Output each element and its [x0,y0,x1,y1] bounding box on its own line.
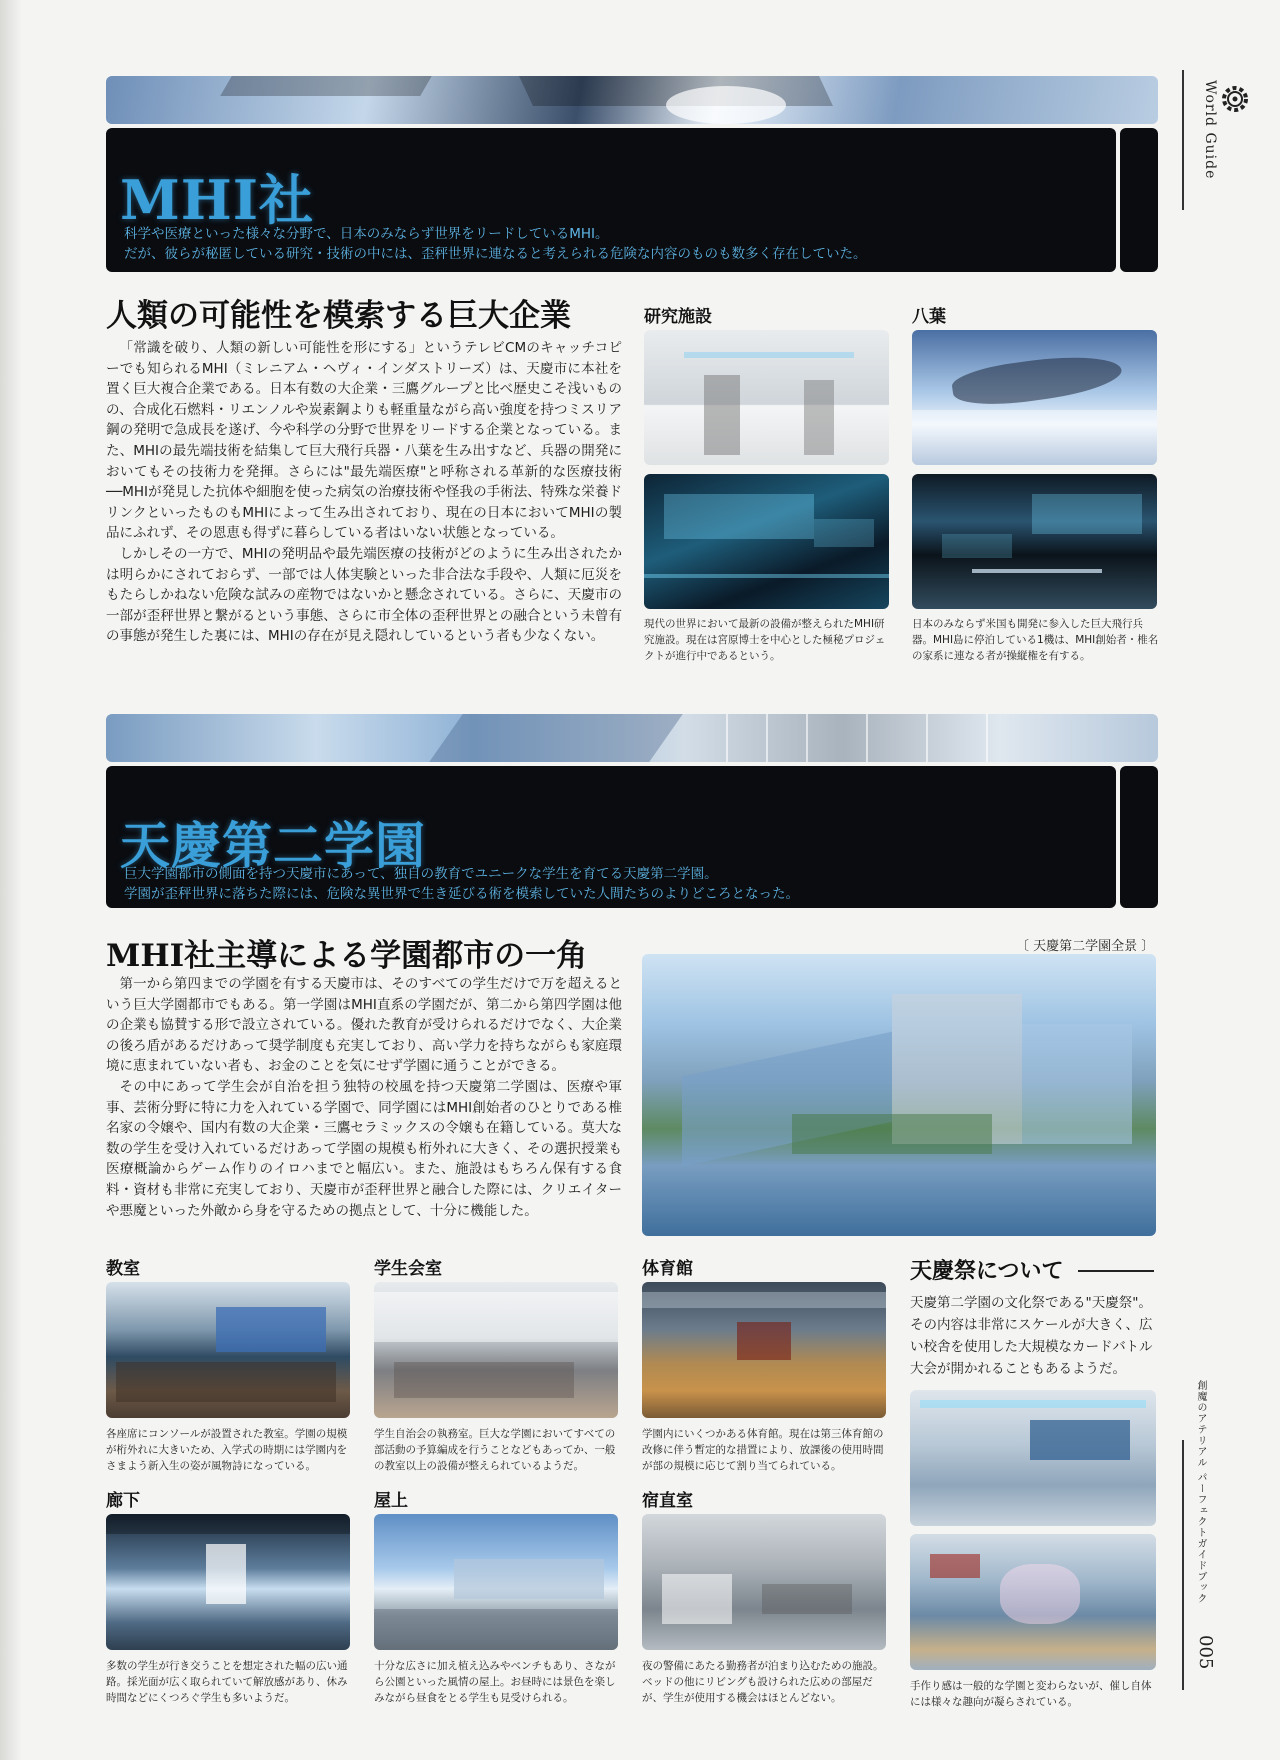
festival-caption: 手作り感は一般的な学園と変わらないが、催し自体には様々な趣向が凝らされている。 [910,1680,1152,1708]
room-photo-rooftop [374,1514,618,1650]
room-label-hallway: 廊下 [106,1491,140,1511]
mhi-heading: 人類の可能性を模索する巨大企業 [106,298,571,334]
mhi-paragraph-2: しかしその一方で、MHIの発明品や最先端医療の技術がどのように生み出されたかは明らかにされておらず、一部では人体実験といった非合法な手段や、人類に厄災をもたらしかねない危険な試みの産物ではないかと懸念されている。さらに、天慶市の一部が歪秤世界と繋がるという事態、さらに市全体の歪秤世界との融合という未曾有の事態が発生した裏には、MHIの存在が見え隠れしているという者も少なくない。 [106,545,622,645]
room-photo-night-duty [642,1514,886,1650]
room-label-rooftop: 屋上 [374,1491,408,1511]
mhi-title: MHI社 [120,168,315,232]
book-title-vertical: 創魔のアテリアル パーフェクトガイドブック [1195,1380,1206,1605]
room-caption-classroom: 各座席にコンソールが設置された教室。学園の規模が桁外れに大きいため、入学式の時期には学園内をさまよう新入生の姿が風物詩になっている。 [106,1428,348,1472]
room-caption-hallway: 多数の学生が行き交うことを想定された幅の広い通路。採光面が広く取られていて解放感があり、休み時間などにくつろぐ学生も多いようだ。 [106,1660,348,1704]
room-label-night-duty: 宿直室 [642,1491,693,1511]
yatsuba-photo-sky [912,330,1157,465]
room-caption-gym: 学園内にいくつかある体育館。現在は第三体育館の改修に伴う暫定的な措置により、放課後の使用時間が部の規模に応じて割り当てられている。 [642,1428,884,1472]
room-photo-hallway [106,1514,350,1650]
mhi-header-banner [106,128,1116,272]
mhi-banner-image [106,76,1158,124]
academy-banner-image [106,714,1158,762]
campus-caption: 〔 天慶第二学園全景 〕 [1016,939,1155,954]
mhi-subtitle [124,224,867,264]
room-photo-classroom [106,1282,350,1418]
academy-paragraph-2: その中にあって学生会が自治を担う独特の校風を持つ天慶第二学園は、医療や軍事、芸術分野に特に力を入れている学園で、同学園にはMHI創始者のひとりである椎名家の令嬢や、国内有数の大企業・三鷹セラミックスの令嬢も在籍している。莫大な数の学生を受け入れているだけあって学園の規模も桁外れに大きく、その選択授業も医療概論からゲーム作りのイロハまでと幅広い。また、施設はもちろん保有する食料・資材も非常に充実しており、天慶市が歪秤世界と融合した際には、クリエイターや悪魔といった外敵から身を守るための拠点として、十分に機能した。 [106,1078,622,1219]
lab-photo-corridor [644,330,889,465]
lab-caption: 現代の世界において最新の設備が整えられたMHI研究施設。現在は宮原博士を中心とした極秘プロジェクトが進行中であるという。 [644,618,886,662]
room-caption-rooftop: 十分な広さに加え植え込みやベンチもあり、さながら公園といった風情の屋上。お昼時には景色を楽しみながら昼食をとる学生も見受けられる。 [374,1660,616,1704]
room-label-classroom: 教室 [106,1259,140,1279]
lab-label: 研究施設 [644,307,712,327]
mhi-banner-end-cap [1120,128,1158,272]
academy-subtitle [124,864,799,904]
academy-title: 天慶第二学園 [120,816,426,875]
festival-title-rule [1078,1270,1154,1272]
mhi-subtitle-line-1: 科学や医療といった様々な分野で、日本のみならず世界をリードしているMHI。 [124,226,609,242]
academy-heading: MHI社主導による学園都市の一角 [106,938,588,974]
gear-icon [1218,82,1252,116]
festival-text: 天慶第二学園の文化祭である"天慶祭"。その内容は非常にスケールが大きく、広い校舎を使用した大規模なカードバトル大会が開かれることもあるようだ。 [910,1295,1153,1377]
mhi-paragraph-1: 「常識を破り、人類の新しい可能性を形にする」というテレビCMのキャッチコピーでも知られるMHI（ミレニアム・ヘヴィ・インダストリーズ）は、天慶市に本社を置く巨大複合企業である。日本有数の大企業・三鷹グループと比べ歴史こそ浅いものの、合成化石燃料・リエンノルや炭素鋼よりも軽重量ながら高い強度を持つミスリア鋼の発明で急成長を遂げ、今や科学の分野で世界をリードする企業となっている。また、MHIの最先端技術を結集して巨大飛行兵器・八葉を生み出すなど、兵器の開発においてもその技術力を発揮。さらには"最先端医療"と呼称される革新的な医療技術──MHIが発見した抗体や細胞を使った病気の治療技術や怪我の手術法、特殊な栄養ドリンクといったものもMHIによって生み出されており、現在の日本においてMHIの製品にふれず、その恩恵も得ずに暮らしている者はいない状態となっている。 [106,340,622,542]
mhi-subtitle-line-2: だが、彼らが秘匿している研究・技術の中には、歪秤世界に連なると考えられる危険な内容のものも数多く存在していた。 [124,246,867,262]
room-caption-night-duty: 夜の警備にあたる勤務者が泊まり込むための施設。ベッドの他にリビングも設けられた広めの部屋だが、学生が使用する機会はほとんどない。 [642,1660,884,1704]
side-rule-bottom [1182,1440,1184,1690]
festival-photo-corridor [910,1534,1156,1670]
mhi-body [106,338,622,647]
yatsuba-photo-cockpit [912,474,1157,609]
academy-subtitle-line-2: 学園が歪秤世界に落ちた際には、危険な異世界で生き延びる術を模索していた人間たちのよりどころとなった。 [124,886,799,902]
academy-subtitle-line-1: 巨大学園都市の側面を持つ天慶市にあって、独自の教育でユニークな学生を育てる天慶第二学園。 [124,866,718,882]
room-label-council: 学生会室 [374,1259,442,1279]
section-tab-label: World Guide [1202,80,1218,180]
room-photo-gym [642,1282,886,1418]
campus-panorama-photo [642,954,1156,1236]
academy-header-banner [106,766,1116,908]
room-label-gym: 体育館 [642,1259,693,1279]
academy-banner-end-cap [1120,766,1158,908]
side-rule-top [1182,70,1184,210]
lab-photo-control-room [644,474,889,609]
academy-paragraph-1: 第一から第四までの学園を有する天慶市は、そのすべての学生だけで万を超えるという巨大学園都市でもある。第一学園はMHI直系の学園だが、第二から第四学園は他の企業も協賛する形で設立されている。優れた教育が受けられるだけでなく、大企業の後ろ盾があるだけあって奨学制度も充実しており、高い学力を持ちながらも家庭環境に恵まれていない者も、お金のことを気にせず学園に通うことができる。 [106,976,622,1075]
academy-body [106,974,622,1221]
page-edge-shadow [0,0,22,1760]
room-caption-council: 学生自治会の執務室。巨大な学園においてすべての部活動の予算編成を行うことなどもあってか、一般の教室以上の設備が整えられているようだ。 [374,1428,616,1472]
page-number: 005 [1195,1635,1216,1670]
festival-title: 天慶祭について [910,1258,1064,1284]
room-photo-council [374,1282,618,1418]
yatsuba-caption: 日本のみならず米国も開発に参入した巨大飛行兵器。MHI島に停泊している1機は、MHI創始者・椎名の家系に連なる者が操縦権を有する。 [912,618,1159,662]
yatsuba-label: 八葉 [912,307,946,327]
festival-photo-hall [910,1390,1156,1526]
